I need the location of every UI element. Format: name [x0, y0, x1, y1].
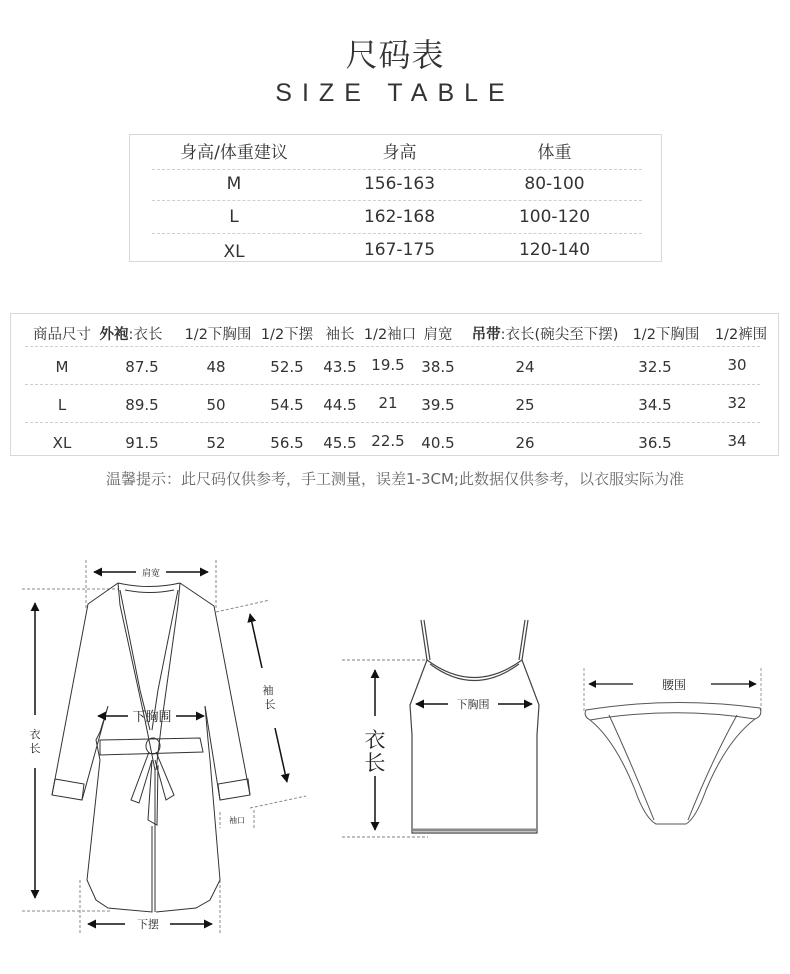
value-cell: 21	[378, 394, 398, 412]
weight-cell: 120-140	[518, 240, 591, 260]
page-subtitle: SIZE TABLE	[275, 79, 515, 107]
height-cell: 167-175	[363, 240, 436, 260]
value-cell: 40.5	[421, 434, 455, 452]
table-row	[152, 201, 642, 234]
table-row	[25, 422, 760, 456]
robe-length-label: :衣长	[128, 327, 163, 343]
value-cell: 45.5	[323, 434, 357, 452]
briefs-waist-label: 腰围	[661, 678, 687, 692]
size-cell: M	[226, 174, 242, 194]
size-cell: L	[57, 396, 67, 414]
value-cell: 91.5	[125, 434, 159, 452]
header-cami-half-bust: 1/2下胸围	[632, 327, 700, 343]
size-cell: M	[55, 358, 69, 376]
header-sleeve: 袖长	[325, 327, 355, 343]
robe-cuff-label: 袖口	[229, 816, 245, 825]
value-cell: 25	[515, 396, 535, 414]
header-half-pants: 1/2裤围	[714, 327, 768, 343]
value-cell: 22.5	[371, 432, 405, 450]
value-cell: 34.5	[638, 396, 672, 414]
value-cell: 44.5	[323, 396, 357, 414]
value-cell: 34	[727, 432, 747, 450]
value-cell: 19.5	[371, 356, 405, 374]
measurement-note: 温馨提示：此尺码仅供参考，手工测量，误差1-3CM;此数据仅供参考，以衣服实际为准	[106, 470, 684, 488]
cami-length-label-1: 衣	[364, 728, 386, 752]
value-cell: 39.5	[421, 396, 455, 414]
cami-label: 吊带	[471, 326, 501, 343]
value-cell: 54.5	[270, 396, 304, 414]
header-half-hem: 1/2下摆	[260, 327, 314, 343]
value-cell: 38.5	[421, 358, 455, 376]
table-row	[25, 346, 760, 385]
robe-length-label-2: 长	[29, 742, 41, 755]
header-cami-length	[472, 323, 619, 344]
table-row	[25, 384, 760, 423]
value-cell: 48	[206, 358, 226, 376]
value-cell: 87.5	[125, 358, 159, 376]
robe-length-label-1: 衣	[29, 728, 41, 741]
table-header-row	[152, 137, 642, 170]
value-cell: 89.5	[125, 396, 159, 414]
robe-sleeve-arrow	[250, 614, 287, 782]
value-cell: 43.5	[323, 358, 357, 376]
header-half-cuff: 1/2袖口	[363, 327, 417, 343]
size-cell: L	[229, 207, 239, 227]
header-cell: 体重	[537, 143, 572, 163]
value-cell: 52.5	[270, 358, 304, 376]
robe-sleeve-label-2: 长	[264, 698, 276, 711]
table-row	[152, 234, 642, 266]
header-cell: 身高	[382, 143, 417, 163]
size-cell: XL	[52, 434, 72, 452]
weight-cell: 80-100	[524, 174, 585, 194]
value-cell: 32.5	[638, 358, 672, 376]
recommendation-table	[129, 134, 662, 262]
cami-length-label: :衣长(碗尖至下摆)	[500, 327, 619, 343]
robe-bust-label: 下胸围	[132, 710, 172, 725]
size-cell: XL	[223, 242, 245, 262]
robe-hem-label: 下摆	[137, 918, 159, 931]
value-cell: 30	[727, 356, 747, 374]
value-cell: 26	[515, 434, 535, 452]
robe-shoulder-label: 肩宽	[141, 569, 161, 579]
size-measurement-table	[10, 313, 779, 456]
header-shoulder: 肩宽	[423, 327, 453, 343]
height-cell: 156-163	[363, 174, 436, 194]
header-cell: 身高/体重建议	[180, 143, 288, 163]
briefs-diagram	[584, 668, 761, 824]
header-size: 商品尺寸	[33, 327, 91, 343]
robe-sleeve-label-1: 袖	[262, 684, 274, 697]
value-cell: 32	[727, 394, 747, 412]
cami-diagram	[342, 620, 539, 837]
weight-cell: 100-120	[518, 207, 591, 227]
table-header-row	[25, 314, 768, 347]
table-row	[152, 168, 642, 201]
value-cell: 56.5	[270, 434, 304, 452]
value-cell: 52	[206, 434, 226, 452]
header-robe-length	[100, 323, 163, 344]
value-cell: 24	[515, 358, 535, 376]
cami-bust-label: 下胸围	[456, 698, 490, 711]
cami-length-label-2: 长	[364, 751, 386, 775]
page-title: 尺码表	[345, 36, 445, 74]
value-cell: 36.5	[638, 434, 672, 452]
value-cell: 50	[206, 396, 226, 414]
robe-diagram	[22, 560, 306, 935]
height-cell: 162-168	[363, 207, 436, 227]
robe-label: 外袍	[99, 326, 129, 343]
header-half-bust: 1/2下胸围	[184, 327, 252, 343]
